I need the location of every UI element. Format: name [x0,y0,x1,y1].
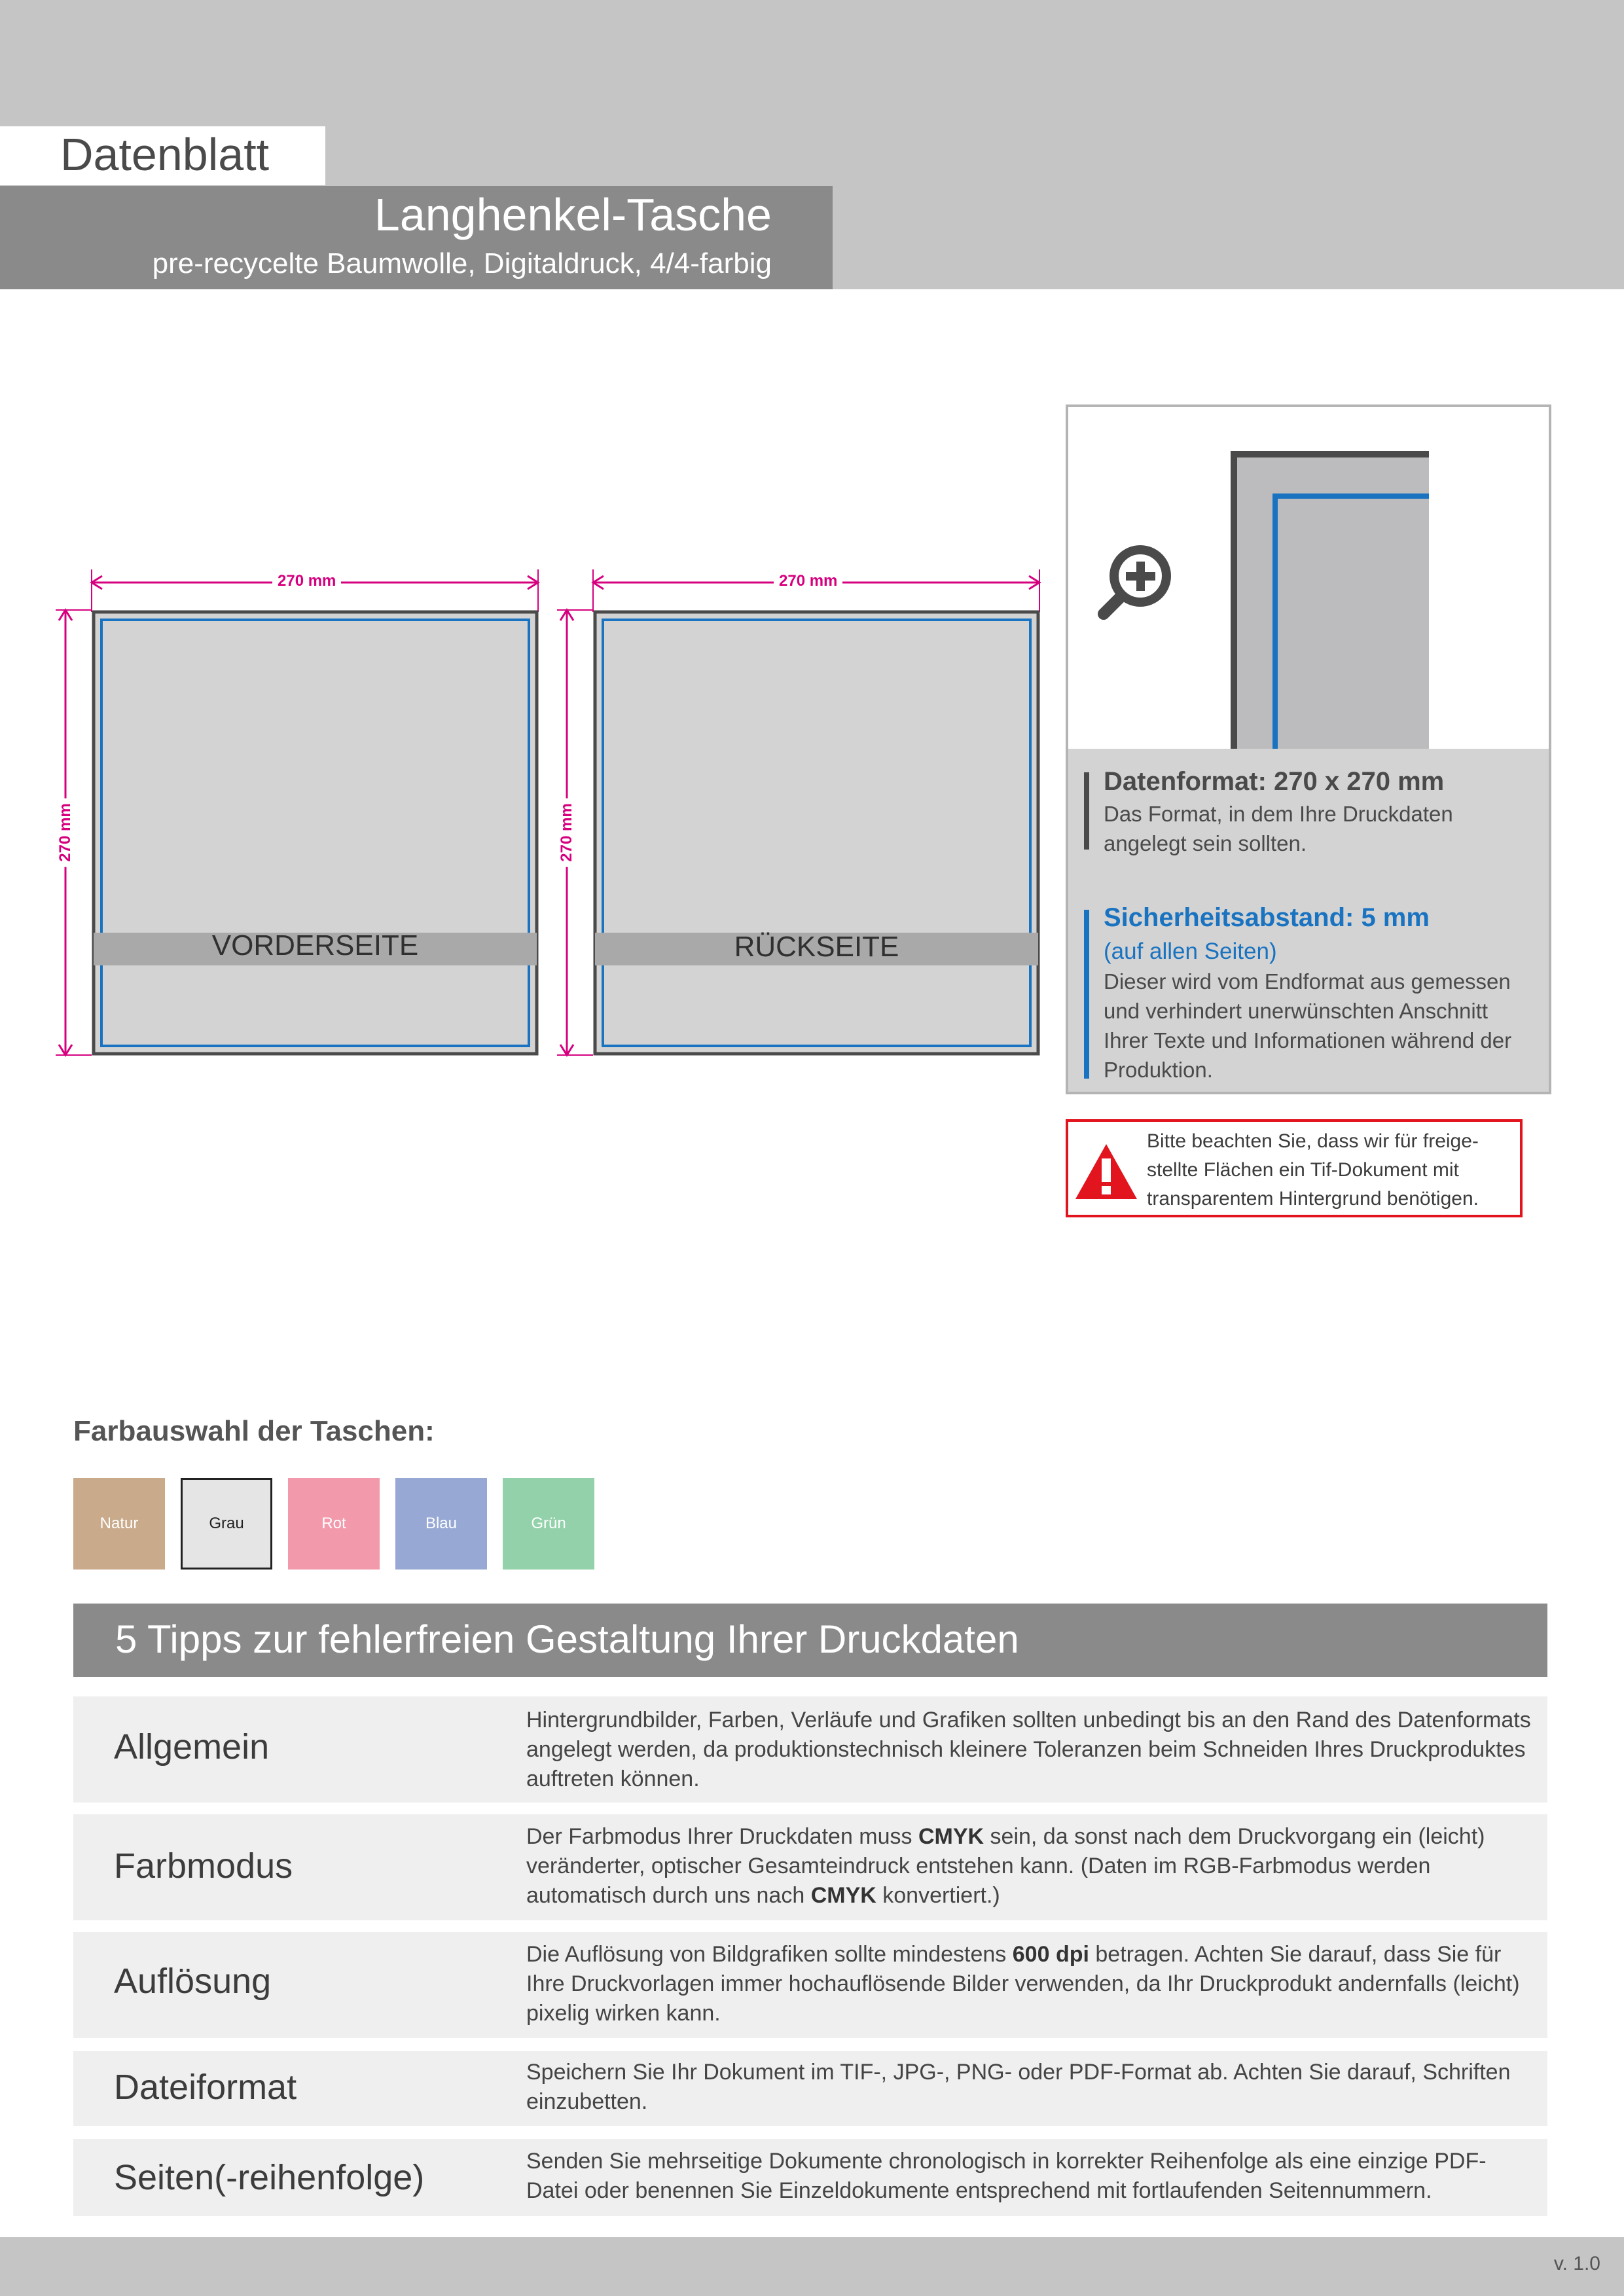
warning-icon [1074,1143,1139,1202]
front-width-label: 270 mm [272,572,341,590]
tip-text: Hintergrundbilder, Farben, Verläufe und Grafiken sollten unbedingt bis an den Rand des Datenformats angelegt werden, da produktionstechnisch kleinere Toleranzen beim Schneiden Ihres Druckproduktes auftreten können. [526,1708,1531,1791]
doc-type-title: Datenblatt [60,129,270,180]
format-title: Datenformat: 270 x 270 mm [1104,767,1445,796]
swatch-rot[interactable]: Rot [288,1478,380,1570]
color-selection-heading: Farbauswahl der Taschen: [73,1415,435,1447]
tip-name: Seiten(-reihenfolge) [114,2158,425,2197]
version-label: v. 1.0 [1553,2253,1600,2274]
product-subtitle: pre-recycelte Baumwolle, Digitaldruck, 4/4-farbig [152,247,772,279]
warning-text: Bitte beachten Sie, dass wir für freige-stellte Flächen ein Tif-Dokument mit transparentem Hintergrund benötigen. [1147,1130,1479,1210]
front-height-label: 270 mm [56,798,75,867]
layout-preview [0,550,1060,1073]
front-panel [56,569,538,1055]
safety-subtitle: (auf allen Seiten) [1104,939,1277,964]
tip-text: Die Auflösung von Bildgrafiken sollte mindestens 600 dpi betragen. Achten Sie darauf, dass Sie für Ihre Druckvorlagen immer hochauflösende Bilder verwenden, da Ihr Druckprodukt andernfalls (leicht) pixelig wirken kann. [526,1942,1520,2026]
format-marker-bar [1084,772,1089,850]
zoom-detail [1068,407,1549,749]
front-side-label: VORDERSEITE [211,929,419,961]
product-name: Langhenkel-Tasche [374,189,772,240]
back-side-label: RÜCKSEITE [734,931,899,963]
swatch-gruen[interactable]: Grün [503,1478,594,1570]
tip-row [73,1932,1547,2038]
footer-band [0,2237,1624,2296]
safety-text: Dieser wird vom Endformat aus gemessen und verhindert unerwünschten Anschnitt Ihrer Texte und Informationen während der Produktion. [1104,969,1512,1082]
tips-title: 5 Tipps zur fehlerfreien Gestaltung Ihrer Druckdaten [115,1617,1019,1661]
tip-name: Dateiformat [114,2068,297,2107]
tip-row [73,2139,1547,2216]
color-swatches [73,1478,594,1570]
tip-text: Speichern Sie Ihr Dokument im TIF-, JPG-, PNG- oder PDF-Format ab. Achten Sie darauf, Schriften einzubetten. [526,2060,1511,2114]
tip-text: Senden Sie mehrseitige Dokumente chronologisch in korrekter Reihenfolge als eine einzige PDF-Datei oder benennen Sie Einzeldokumente entsprechend mit fortlaufenden Seitennummern. [526,2149,1487,2203]
swatch-grau[interactable]: Grau [181,1478,272,1570]
back-width-label: 270 mm [774,572,842,590]
swatch-natur[interactable]: Natur [73,1478,165,1570]
back-panel [557,569,1039,1055]
tip-name: Farbmodus [114,1846,293,1886]
zoom-in-icon [1096,538,1181,623]
tip-row [73,1696,1547,1803]
tip-row [73,1814,1547,1920]
tip-text: Der Farbmodus Ihrer Druckdaten muss CMYK sein, da sonst nach dem Druckvorgang ein (leicht) veränderter, optischer Gesamteindruck entstehen kann. (Daten im RGB-Farbmodus werden automatisch durch uns nach CMYK konvertiert.) [526,1824,1485,1908]
safety-marker-bar [1084,910,1089,1079]
safety-title: Sicherheitsabstand: 5 mm [1104,903,1430,932]
swatch-blau[interactable]: Blau [395,1478,487,1570]
back-height-label: 270 mm [558,798,576,867]
tip-row [73,2051,1547,2126]
tip-name: Auflösung [114,1962,272,2001]
tip-name: Allgemein [114,1727,270,1767]
format-text: Das Format, in dem Ihre Druckdaten angelegt sein sollten. [1104,802,1453,855]
